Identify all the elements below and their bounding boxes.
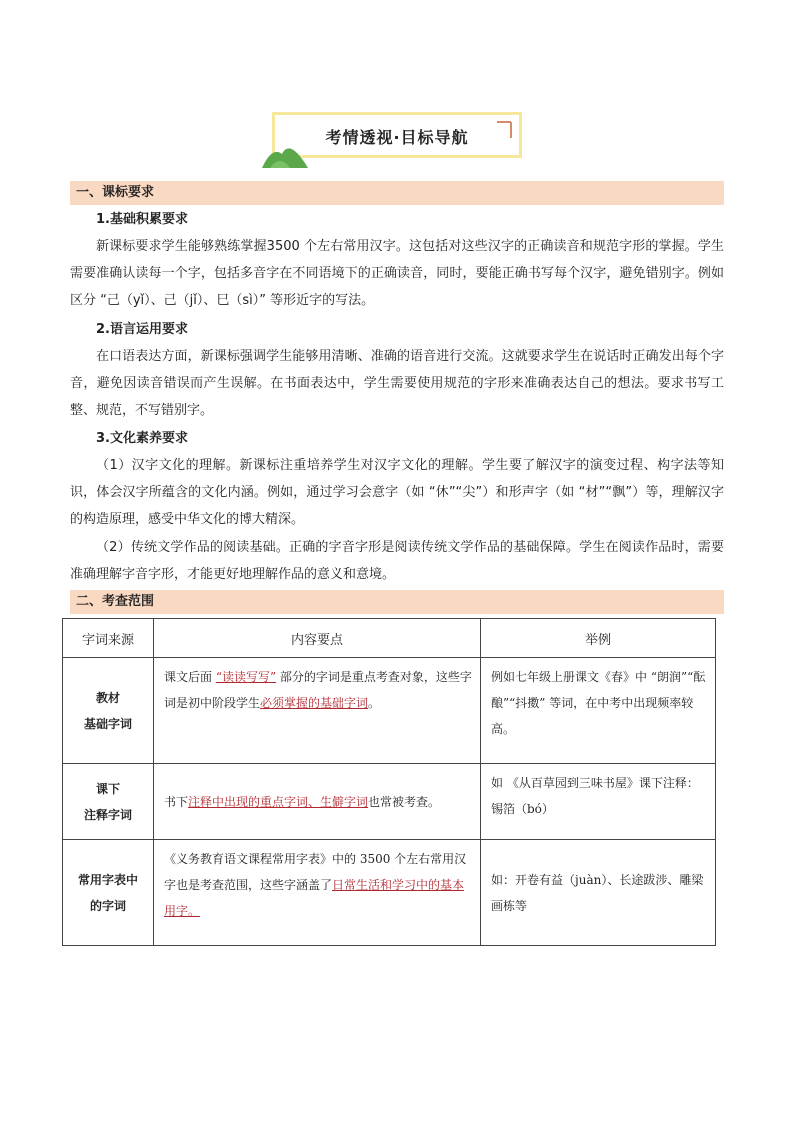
banner-decoration <box>510 122 512 138</box>
content-text: 也常被考查。 <box>368 794 441 809</box>
table-row <box>63 658 716 764</box>
content-highlight: “读读写写” <box>215 670 277 684</box>
subheading-basic: 1.基础积累要求 <box>96 212 188 227</box>
banner-decoration-top <box>497 121 511 123</box>
paragraph-language: 在口语表达方面，新课标强调学生能够用清晰、准确的语音进行交流。这就要求学生在说话时正确发出每个字音，避免因读音错误而产生误解。在书面表达中，学生需要使用规范的字形来准确表达自己的想法。要求书写工整、规范，不写错别字。 <box>70 349 724 418</box>
content-text: 《义务教育语文课程常用字表》中的 3500 个左右常用汉字也是考查范围，这些字涵盖了 <box>164 852 467 892</box>
table-header-row <box>63 619 716 658</box>
row-source <box>63 764 154 840</box>
row-example: 例如七年级上册课文《春》中 “朗润”“酝酿”“抖擞” 等词，在中考中出现频率较高。 <box>481 658 716 764</box>
content-highlight: 日常生活和学习中的基本用字。 <box>164 878 465 918</box>
row-example: 如 《从百草园到三味书屋》课下注释：锡箔（bó） <box>481 764 716 840</box>
scope-table <box>62 618 716 946</box>
paragraph-basic: 新课标要求学生能够熟练掌握3500 个左右常用汉字。这包括对这些汉字的正确读音和规范字形的掌握。学生需要准确认读每一个字，包括多音字在不同语境下的正确读音，同时，要能正确书写每个汉字，避免错别字。例如区分 “己（yǐ）、己（jǐ）、巳（sì）” 等形近字的写法。 <box>70 239 724 308</box>
banner-title: 考情透视·目标导航 <box>325 128 469 147</box>
row-source <box>63 658 154 764</box>
section-heading-scope: 二、考查范围 <box>70 590 724 614</box>
hills-icon <box>262 140 308 168</box>
row-content <box>154 658 481 764</box>
table-header-source: 字词来源 <box>63 619 154 658</box>
row-source-line1: 常用字表中 <box>77 872 138 887</box>
content-highlight: 注释中出现的重点字词、生僻字词 <box>188 794 369 809</box>
row-source-line2: 基础字词 <box>83 716 132 731</box>
row-content <box>154 764 481 840</box>
section-heading-standards: 一、课标要求 <box>70 181 724 205</box>
subheading-language: 2.语言运用要求 <box>96 322 188 337</box>
content-text: 课文后面 <box>164 670 216 684</box>
content-text: 。 <box>368 696 381 710</box>
row-source-line1: 教材 <box>95 690 120 705</box>
row-example: 如：开卷有益（juàn）、长途跋涉、雕梁画栋等 <box>481 840 716 946</box>
paragraph-culture-2: （2）传统文学作品的阅读基础。正确的字音字形是阅读传统文学作品的基础保障。学生在阅读作品时，需要准确理解字音字形，才能更好地理解作品的意义和意境。 <box>70 540 724 582</box>
row-source <box>63 840 154 946</box>
paragraph-culture-1: （1）汉字文化的理解。新课标注重培养学生对汉字文化的理解。学生要了解汉字的演变过程、构字法等知识，体会汉字所蕴含的文化内涵。例如，通过学习会意字（如 “休”“尖”）和形声字（如 “材”“飘”）等，理解汉字的构造原理，感受中华文化的博大精深。 <box>70 458 724 527</box>
row-source-line2: 注释字词 <box>83 807 132 822</box>
table-row <box>63 840 716 946</box>
table-header-content: 内容要点 <box>154 619 481 658</box>
title-banner <box>272 112 522 158</box>
content-highlight: 必须掌握的基础字词 <box>260 696 369 710</box>
row-content <box>154 840 481 946</box>
table-row <box>63 764 716 840</box>
content-text: 书下 <box>164 794 189 809</box>
subheading-culture: 3.文化素养要求 <box>96 431 188 446</box>
content-text: 部分的字词是重点考查对象，这些字词是初中阶段学生 <box>164 670 472 710</box>
table-header-example: 举例 <box>481 619 716 658</box>
row-source-line2: 的字词 <box>89 898 126 913</box>
row-source-line1: 课下 <box>95 781 120 796</box>
